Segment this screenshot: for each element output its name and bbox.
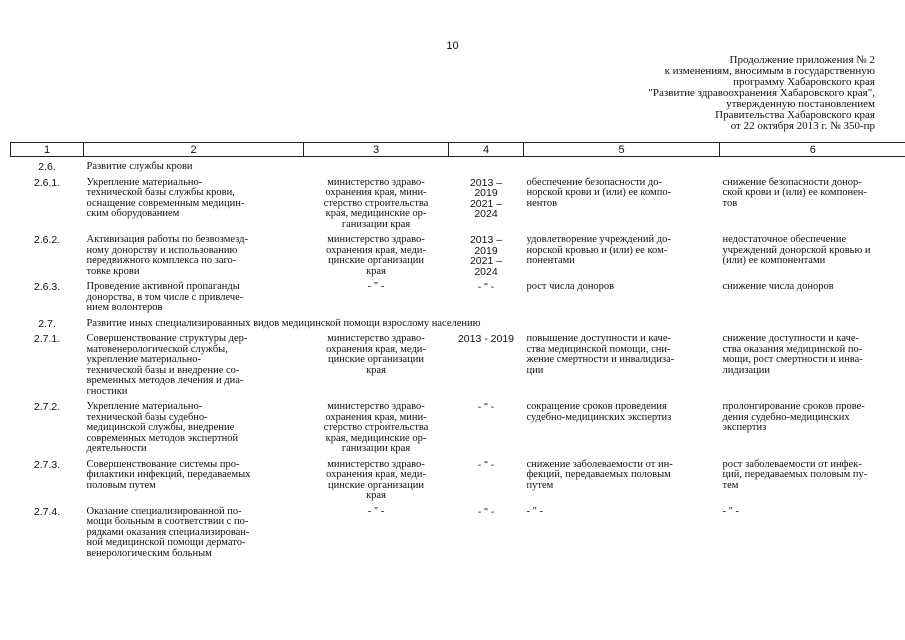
term: - " - [477, 281, 495, 293]
header-line: от 22 октября 2013 г. № 350-пр [730, 120, 875, 132]
executor: министерство здраво- охранения края, мини- стерство строительства края, медицинские ор- ганизации края [323, 176, 429, 230]
term: 2013 – 2019 2021 – 2024 [469, 234, 503, 278]
executor: министерство здраво- охранения края, меди- цинские организации края [326, 333, 426, 376]
term: - " - [477, 458, 495, 471]
measure-name: Совершенствование системы про- филактики инфекций, передаваемых половым путем [86, 458, 251, 491]
header-line: программу Хабаровского края [733, 76, 875, 88]
section-title: Развитие иных специализированных видов медицинской помощи взрослому населению [86, 317, 481, 329]
header-line: Правительства Хабаровского края [715, 109, 875, 121]
non-fulfillment-consequence: рост заболеваемости от инфек- ций, передаваемых половым пу- тем [722, 458, 868, 491]
executor: министерство здраво- охранения края, меди- цинские организации края [326, 458, 426, 501]
table-row [11, 173, 905, 231]
non-fulfillment-consequence: - " - [722, 505, 740, 517]
header-line: утвержденную постановлением [726, 98, 875, 110]
expected-result: повышение доступности и каче- ства медицинской помощи, сни- жение смертности и инвалидиза- ции [526, 333, 675, 376]
row-number: 2.6.2. [33, 234, 61, 246]
expected-result: рост числа доноров [526, 281, 615, 292]
table-row [11, 502, 905, 560]
executor: - " - [367, 281, 385, 292]
row-number: 2.6.3. [33, 281, 61, 293]
table-row [11, 397, 905, 455]
column-header: 3 [304, 143, 449, 157]
non-fulfillment-consequence: снижение безопасности донор- ской крови и (или) ее компонен- тов [722, 176, 867, 209]
appendix-header [515, 55, 875, 132]
row-number: 2.6. [38, 161, 56, 173]
expected-result: обеспечение безопасности до- норской крови и (или) ее компо- нентов [526, 176, 672, 209]
measure-name: Укрепление материально- технической базы службы крови, оснащение современным медицин- ским оборудованием [86, 176, 245, 219]
term: 2013 - 2019 [457, 333, 515, 345]
executor: министерство здраво- охранения края, мини- стерство строительства края, медицинские ор- ганизации края [323, 401, 429, 454]
column-header: 5 [524, 143, 720, 157]
section-title: Развитие службы крови [86, 161, 193, 172]
header-line: "Развитие здравоохранения Хабаровского края", [648, 87, 875, 99]
column-header: 2 [84, 143, 304, 157]
measure-name: Совершенствование структуры дер- матовенерологической службы, укрепление материально- технической базы и внедрение со- временных методов лечения и диа- гностики [86, 333, 248, 397]
expected-result: снижение заболеваемости от ин- фекций, передаваемых половым путем [526, 458, 673, 491]
executor: министерство здраво- охранения края, меди- цинские организации края [326, 234, 426, 277]
non-fulfillment-consequence: недостаточное обеспечение учреждений донорской кровью и (или) ее компонентами [722, 234, 871, 266]
table-row [11, 455, 905, 502]
column-header: 6 [720, 143, 905, 157]
measures-table [10, 142, 905, 559]
row-number: 2.7.2. [33, 401, 61, 413]
expected-result: удовлетворение учреждений до- норской кровью и (или) ее ком- понентами [526, 234, 671, 266]
term: - " - [477, 505, 495, 518]
row-number: 2.7.3. [33, 458, 61, 471]
expected-result: - " - [526, 505, 544, 517]
executor: - " - [367, 505, 385, 517]
measure-name: Проведение активной пропаганды донорства, в том числе с привлече- нием волонтеров [86, 281, 244, 313]
page-number: 10 [446, 40, 459, 52]
term: - " - [477, 401, 495, 413]
term: 2013 – 2019 2021 – 2024 [469, 176, 503, 220]
section-row [11, 314, 905, 330]
section-row [11, 157, 905, 173]
expected-result: сокращение сроков проведения судебно-медицинских экспертиз [526, 401, 672, 423]
row-number: 2.7.4. [33, 505, 61, 518]
table-row [11, 277, 905, 314]
header-line: к изменениям, вносимым в государственную [664, 65, 875, 77]
measure-name: Укрепление материально- технической базы судебно- медицинской службы, внедрение современных методов экспертной деятельности [86, 401, 239, 454]
table-header-row [11, 143, 905, 157]
row-number: 2.7.1. [33, 333, 61, 345]
measure-name: Активизация работы по безвозмезд- ному донорству и использованию передвижного комплекса по заго- товке крови [86, 234, 248, 277]
table-row [11, 230, 905, 277]
column-header: 1 [11, 143, 84, 157]
non-fulfillment-consequence: снижение числа доноров [722, 281, 834, 292]
table-row [11, 329, 905, 397]
non-fulfillment-consequence: снижение доступности и каче- ства оказания медицинской по- мощи, рост смертности и инва- лидизации [722, 333, 863, 376]
header-line: Продолжение приложения № 2 [729, 54, 875, 66]
measure-name: Оказание специализированной по- мощи больным в соответствии с по- рядками оказания специализирован- ной медицинской помощи дермато- венерологическим больным [86, 505, 250, 559]
non-fulfillment-consequence: пролонгирование сроков прове- дения судебно-медицинских экспертиз [722, 401, 865, 433]
row-number: 2.7. [38, 317, 56, 330]
row-number: 2.6.1. [33, 176, 61, 189]
column-header: 4 [449, 143, 524, 157]
